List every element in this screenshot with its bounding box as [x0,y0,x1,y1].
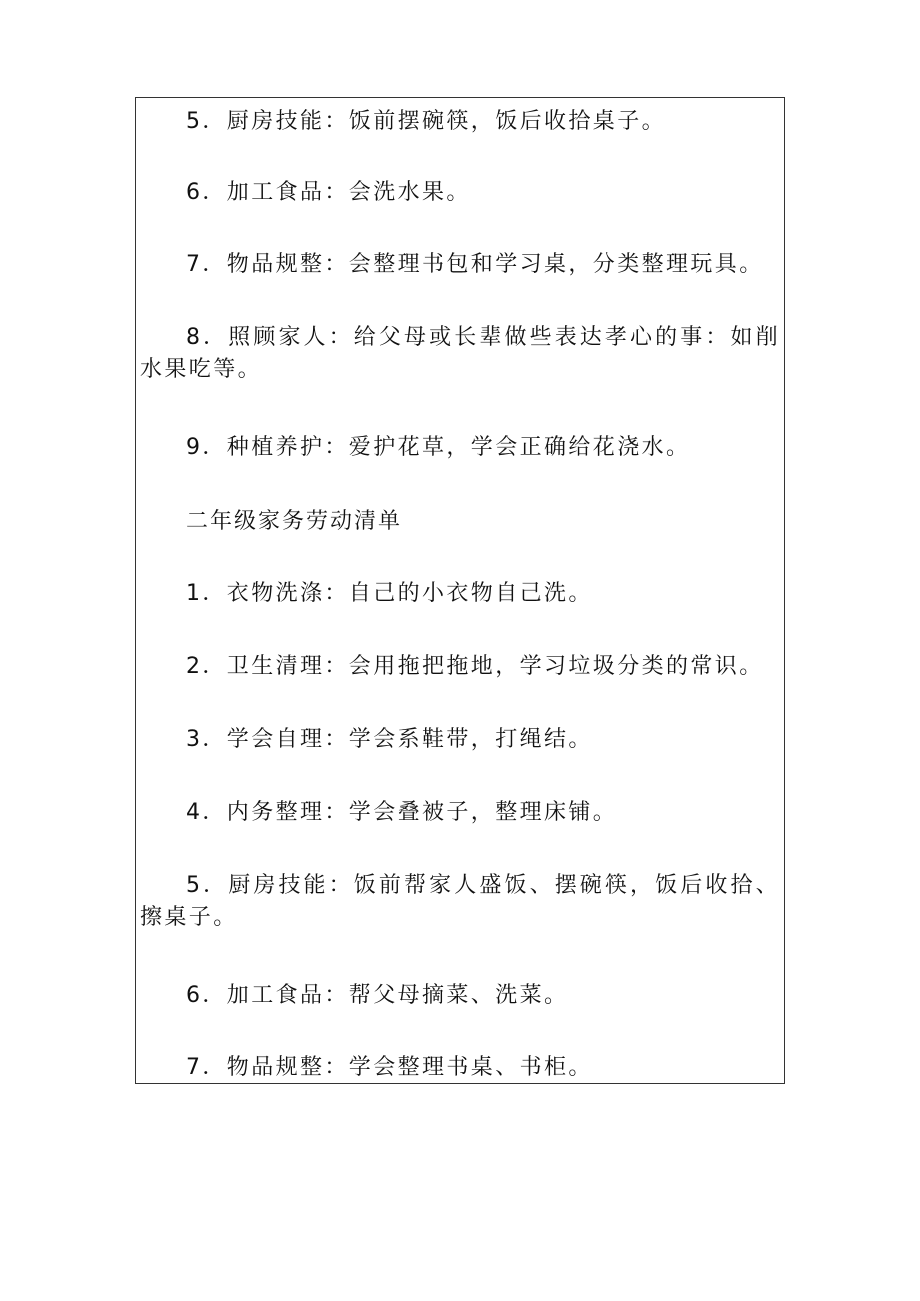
list-item: 2．卫生清理：会用拖把拖地，学习垃圾分类的常识。 [186,654,764,679]
list-item: 7．物品规整：会整理书包和学习桌，分类整理玩具。 [186,252,764,277]
list-item: 5．厨房技能：饭前帮家人盛饭、摆碗筷，饭后收拾、擦桌子。 [140,873,780,930]
list-item: 9．种植养护：爱护花草，学会正确给花浇水。 [186,435,691,460]
list-item: 1．衣物洗涤：自己的小衣物自己洗。 [186,581,593,606]
list-item: 6．加工食品：会洗水果。 [186,180,471,205]
section-heading: 二年级家务劳动清单 [186,509,403,534]
list-item: 7．物品规整：学会整理书桌、书柜。 [186,1055,593,1080]
list-item: 4．内务整理：学会叠被子，整理床铺。 [186,800,618,825]
list-item: 6．加工食品：帮父母摘菜、洗菜。 [186,983,569,1008]
document-table-cell [135,97,785,1084]
list-item: 5．厨房技能：饭前摆碗筷，饭后收拾桌子。 [186,109,666,134]
list-item: 3．学会自理：学会系鞋带，打绳结。 [186,727,593,752]
list-item: 8．照顾家人：给父母或长辈做些表达孝心的事：如削水果吃等。 [140,325,780,382]
